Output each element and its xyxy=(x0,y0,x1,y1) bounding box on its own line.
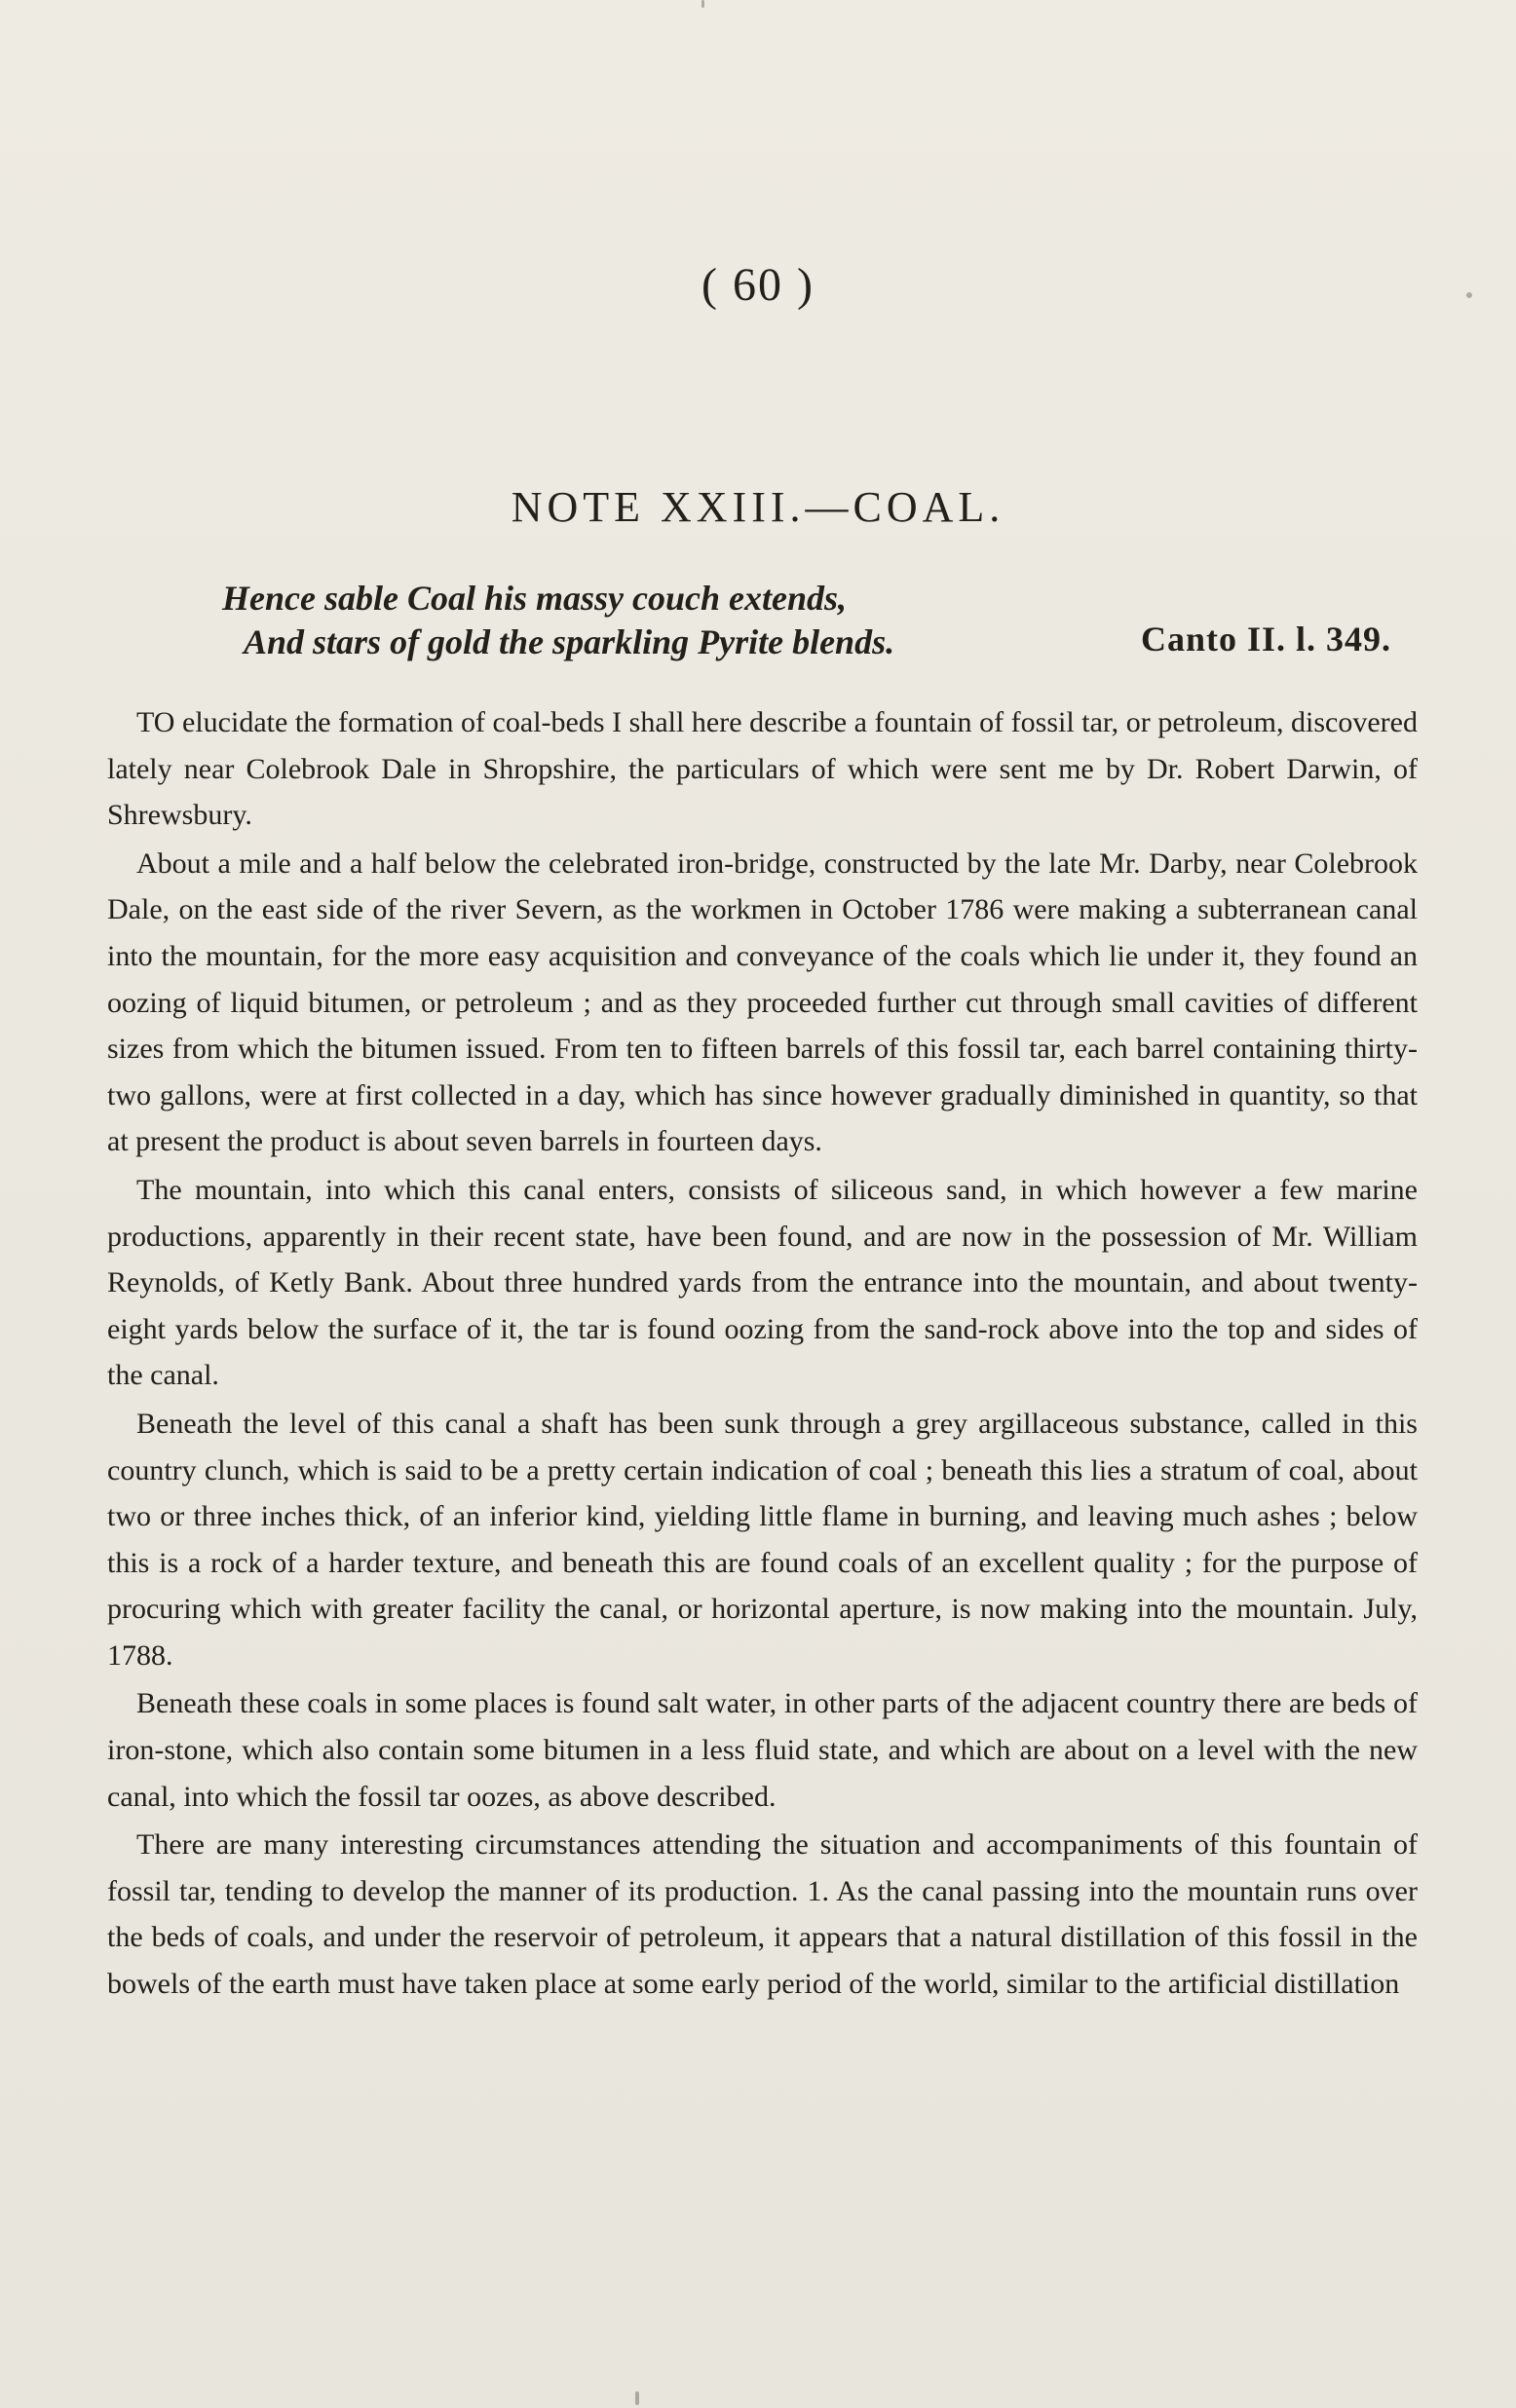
verse-line-2: And stars of gold the sparkling Pyrite blends. xyxy=(244,622,895,661)
body-text xyxy=(107,699,1418,2008)
verse-line-1: Hence sable Coal his massy couch extends, xyxy=(222,579,847,618)
paragraph-6: There are many interesting circumstances attending the situation and accompaniments of this fountain of fossil tar, tending to develop the manner of its production. 1. As the canal passing into the mountain runs over the beds of coals, and under the reservoir of petroleum, it appears that a natural distillation of this fossil in the bowels of the earth must have taken place at some early period of the world, similar to the artificial distillation xyxy=(107,1828,1418,2001)
paragraph-3: The mountain, into which this canal enters, consists of siliceous sand, in which however a few marine productions, apparently in their recent state, have been found, and are now in the possession of Mr. William Reynolds, of Ketly Bank. About three hundred yards from the entrance into the mountain, and about twenty-eight yards below the surface of it, the tar is found oozing from the sand-rock above into the top and sides of the canal. xyxy=(107,1173,1418,1392)
page-number: ( 60 ) xyxy=(701,259,815,311)
paragraph-5: Beneath these coals in some places is found salt water, in other parts of the adjacent country there are beds of iron-stone, which also contain some bitumen in a less fluid state, and which are about on a level with the new canal, into which the fossil tar oozes, as above described. xyxy=(107,1687,1418,1813)
note-title: NOTE XXIII.—COAL. xyxy=(511,483,1005,531)
paragraph-2: About a mile and a half below the celebrated iron-bridge, constructed by the late Mr. Darby, near Colebrook Dale, on the east side of the river Severn, as the workmen in October 1786 were making a subterranean canal into the mountain, for the more easy acquisition and conveyance of the coals which lie under it, they found an oozing of liquid bitumen, or petroleum ; and as they proceeded further cut through small cavities of different sizes from which the bitumen issued. From ten to fifteen barrels of this fossil tar, each barrel containing thirty-two gallons, were at first collected in a day, which has since however gradually diminished in quantity, so that at present the product is about seven barrels in fourteen days. xyxy=(107,847,1418,1158)
ink-fleck xyxy=(701,0,704,8)
canto-reference: Canto II. l. 349. xyxy=(1140,620,1391,658)
paragraph-1: TO elucidate the formation of coal-beds I shall here describe a fountain of fossil tar, or petroleum, discovered lately near Colebrook Dale in Shropshire, the particulars of which were sent me by Dr. Robert Darwin, of Shrewsbury. xyxy=(107,706,1418,832)
paragraph-4: Beneath the level of this canal a shaft has been sunk through a grey argillaceous substance, called in this country clunch, which is said to be a pretty certain indication of coal ; beneath this lies a stratum of coal, about two or three inches thick, of an inferior kind, yielding little flame in burning, and leaving much ashes ; below this is a rock of a harder texture, and beneath this are found coals of an excellent quality ; for the purpose of procuring which with greater facility the canal, or horizontal aperture, is now making into the mountain. July, 1788. xyxy=(107,1407,1418,1672)
ink-fleck xyxy=(635,2391,639,2405)
